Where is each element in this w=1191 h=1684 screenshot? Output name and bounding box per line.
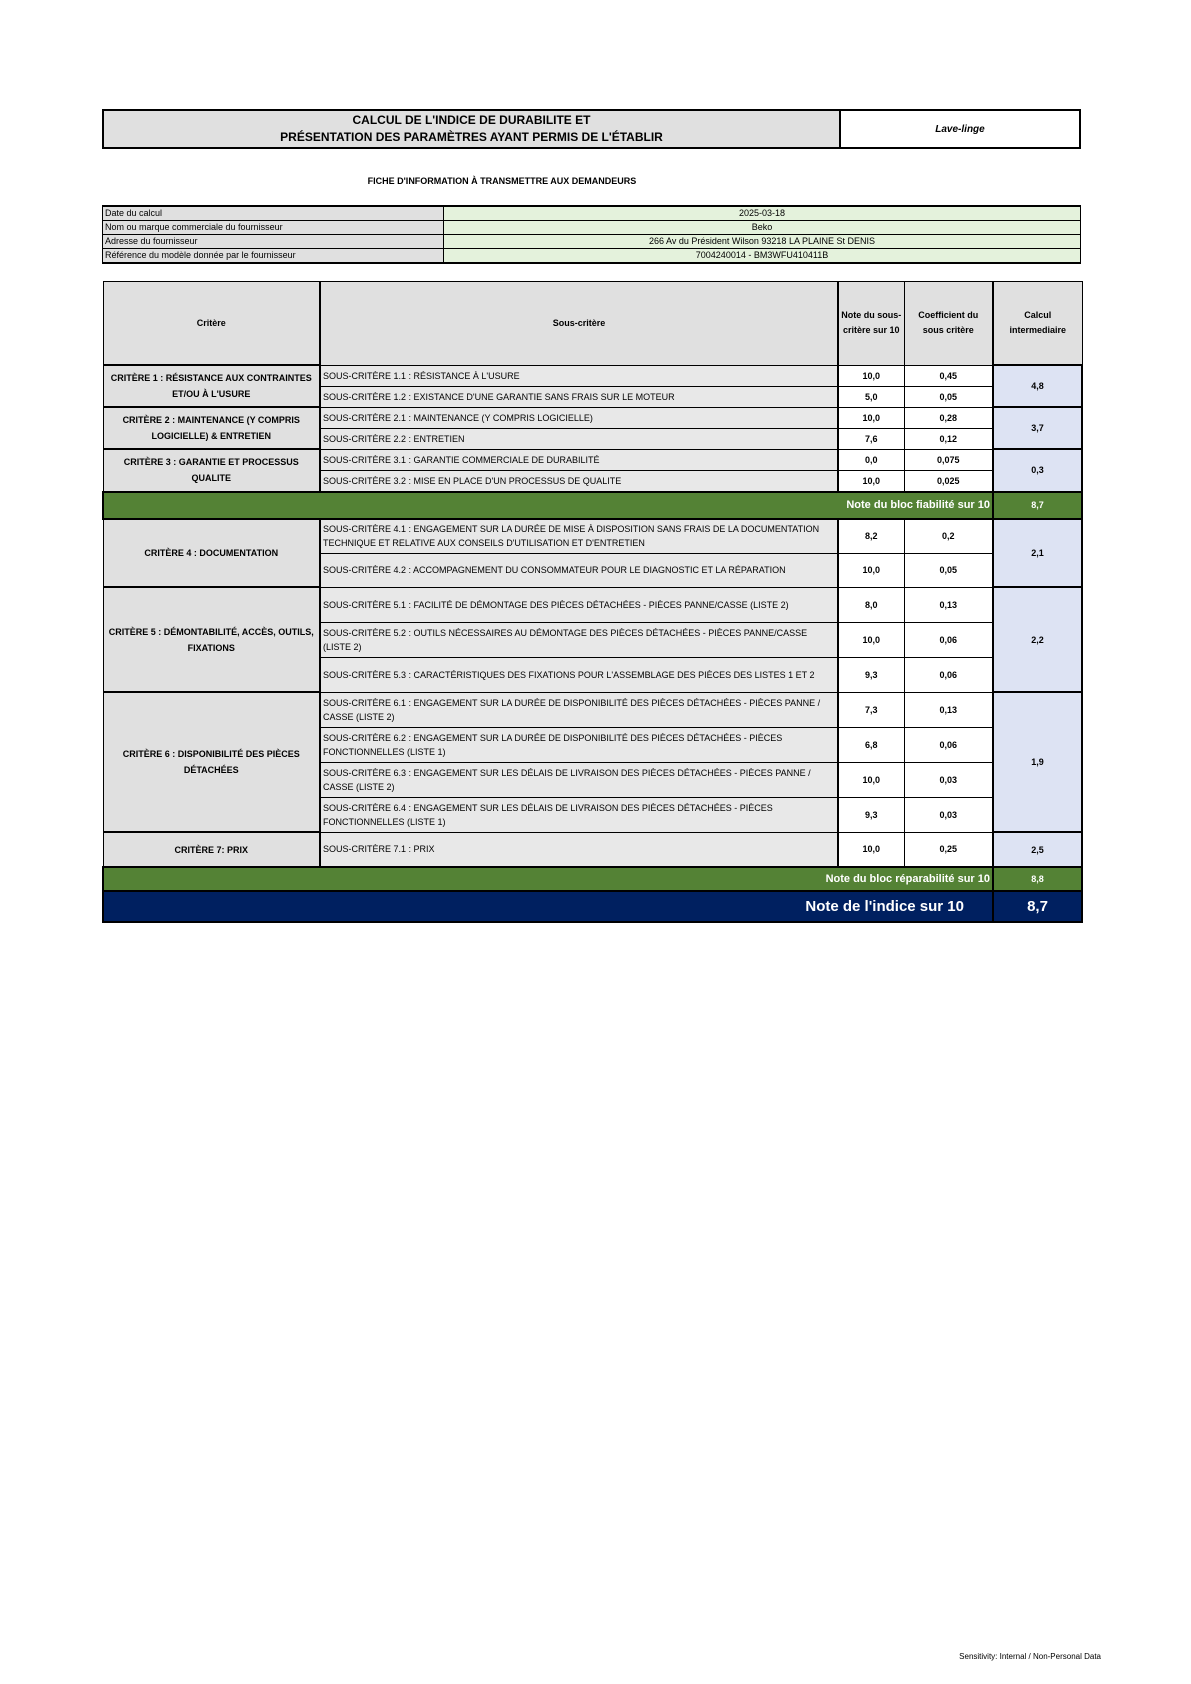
sub-critere-coef: 0,05 (904, 386, 993, 407)
sub-critere-coef: 0,06 (904, 727, 993, 762)
sub-critere-note: 7,3 (838, 692, 904, 727)
critere-7-name: CRITÈRE 7: PRIX (103, 832, 320, 867)
table-header-row (103, 282, 1082, 366)
info-row (103, 249, 1081, 264)
product-type: Lave-linge (935, 123, 985, 135)
table-row (103, 832, 1082, 867)
sub-critere-label: SOUS-CRITÈRE 5.3 : CARACTÉRISTIQUES DES FIXATIONS POUR L'ASSEMBLAGE DES PIÈCES DES LISTES 1 ET 2 (320, 657, 838, 692)
table-row (103, 407, 1082, 428)
sub-critere-note: 8,0 (838, 587, 904, 622)
critere-3-calc: 0,3 (993, 449, 1082, 492)
info-row (103, 221, 1081, 235)
sub-critere-coef: 0,25 (904, 832, 993, 867)
sub-critere-note: 10,0 (838, 365, 904, 386)
table-row (103, 519, 1082, 554)
info-label: Nom ou marque commerciale du fournisseur (103, 221, 444, 235)
sub-critere-label: SOUS-CRITÈRE 6.2 : ENGAGEMENT SUR LA DURÉE DE DISPONIBILITÉ DES PIÈCES DÉTACHÉES - PIÈCES FONCTIONNELLES (LISTE 1) (320, 727, 838, 762)
sub-critere-label: SOUS-CRITÈRE 6.4 : ENGAGEMENT SUR LES DÉLAIS DE LIVRAISON DES PIÈCES DÉTACHÉES - PIÈCES FONCTIONNELLES (LISTE 1) (320, 797, 838, 832)
critere-5-calc: 2,2 (993, 587, 1082, 692)
info-label: Référence du modèle donnée par le fournisseur (103, 249, 444, 264)
table-row (103, 692, 1082, 727)
reparabilite-row (103, 867, 1082, 891)
sub-critere-coef: 0,13 (904, 692, 993, 727)
durability-table (102, 281, 1083, 923)
sub-critere-note: 10,0 (838, 553, 904, 587)
document-title (104, 111, 841, 147)
sub-critere-label: SOUS-CRITÈRE 6.1 : ENGAGEMENT SUR LA DURÉE DE DISPONIBILITÉ DES PIÈCES DÉTACHÉES - PIÈCES PANNE / CASSE (LISTE 2) (320, 692, 838, 727)
title-line-2: PRÉSENTATION DES PARAMÈTRES AYANT PERMIS DE L'ÉTABLIR (280, 130, 663, 144)
title-box (102, 109, 1081, 149)
critere-7-calc: 2,5 (993, 832, 1082, 867)
sub-critere-coef: 0,05 (904, 553, 993, 587)
info-label: Date du calcul (103, 206, 444, 221)
sub-critere-note: 10,0 (838, 470, 904, 492)
reparabilite-value: 8,8 (993, 867, 1082, 891)
sub-critere-note: 9,3 (838, 797, 904, 832)
sub-critere-note: 8,2 (838, 519, 904, 554)
sub-critere-note: 6,8 (838, 727, 904, 762)
sub-critere-coef: 0,13 (904, 587, 993, 622)
sub-critere-coef: 0,025 (904, 470, 993, 492)
sub-critere-label: SOUS-CRITÈRE 6.3 : ENGAGEMENT SUR LES DÉLAIS DE LIVRAISON DES PIÈCES DÉTACHÉES - PIÈCES PANNE / CASSE (LISTE 2) (320, 762, 838, 797)
subheading: FICHE D'INFORMATION À TRANSMETTRE AUX DEMANDEURS (367, 176, 637, 186)
critere-6-calc: 1,9 (993, 692, 1082, 832)
info-label: Adresse du fournisseur (103, 235, 444, 249)
sub-critere-coef: 0,45 (904, 365, 993, 386)
table-row (103, 365, 1082, 386)
sub-critere-label: SOUS-CRITÈRE 2.1 : MAINTENANCE (Y COMPRIS LOGICIELLE) (320, 407, 838, 428)
col-header-critere: Critère (103, 282, 320, 366)
col-header-sous-critere: Sous-critère (320, 282, 838, 366)
fiabilite-label: Note du bloc fiabilité sur 10 (103, 492, 993, 519)
sub-critere-coef: 0,28 (904, 407, 993, 428)
fiabilite-value: 8,7 (993, 492, 1082, 519)
critere-6-name: CRITÈRE 6 : DISPONIBILITÉ DES PIÈCES DÉTACHÉES (103, 692, 320, 832)
critere-2-calc: 3,7 (993, 407, 1082, 449)
info-row (103, 206, 1081, 221)
indice-label: Note de l'indice sur 10 (103, 891, 993, 922)
fiabilite-row (103, 492, 1082, 519)
reparabilite-label: Note du bloc réparabilité sur 10 (103, 867, 993, 891)
col-header-note: Note du sous-critère sur 10 (838, 282, 904, 366)
sub-critere-label: SOUS-CRITÈRE 1.2 : EXISTANCE D'UNE GARANTIE SANS FRAIS SUR LE MOTEUR (320, 386, 838, 407)
info-value: 2025-03-18 (444, 206, 1081, 221)
indice-row (103, 891, 1082, 922)
title-line-1: CALCUL DE L'INDICE DE DURABILITE ET (352, 113, 591, 127)
sub-critere-coef: 0,06 (904, 622, 993, 657)
sub-critere-label: SOUS-CRITÈRE 1.1 : RÉSISTANCE À L'USURE (320, 365, 838, 386)
sub-critere-coef: 0,12 (904, 428, 993, 449)
col-header-calcul: Calcul intermediaire (993, 282, 1082, 366)
sub-critere-label: SOUS-CRITÈRE 4.1 : ENGAGEMENT SUR LA DURÉE DE MISE À DISPOSITION SANS FRAIS DE LA DOCUMENTATION TECHNIQUE ET RELATIVE AUX CONSEILS D'UTILISATION ET D'ENTRETIEN (320, 519, 838, 554)
critere-1-name: CRITÈRE 1 : RÉSISTANCE AUX CONTRAINTES ET/OU À L'USURE (103, 365, 320, 407)
sub-critere-label: SOUS-CRITÈRE 5.1 : FACILITÉ DE DÉMONTAGE DES PIÈCES DÉTACHÉES - PIÈCES PANNE/CASSE (LISTE 2) (320, 587, 838, 622)
info-value: Beko (444, 221, 1081, 235)
info-value: 7004240014 - BM3WFU410411B (444, 249, 1081, 264)
sub-critere-coef: 0,06 (904, 657, 993, 692)
sub-critere-note: 10,0 (838, 832, 904, 867)
table-row (103, 587, 1082, 622)
sub-critere-label: SOUS-CRITÈRE 2.2 : ENTRETIEN (320, 428, 838, 449)
sub-critere-label: SOUS-CRITÈRE 3.1 : GARANTIE COMMERCIALE DE DURABILITÉ (320, 449, 838, 470)
sub-critere-label: SOUS-CRITÈRE 7.1 : PRIX (320, 832, 838, 867)
sub-critere-note: 9,3 (838, 657, 904, 692)
sub-critere-note: 10,0 (838, 762, 904, 797)
sub-critere-note: 10,0 (838, 622, 904, 657)
col-header-coef: Coefficient du sous critère (904, 282, 993, 366)
sub-critere-note: 10,0 (838, 407, 904, 428)
table-row (103, 449, 1082, 470)
info-row (103, 235, 1081, 249)
sub-critere-coef: 0,075 (904, 449, 993, 470)
sub-critere-note: 5,0 (838, 386, 904, 407)
critere-1-calc: 4,8 (993, 365, 1082, 407)
sub-critere-note: 7,6 (838, 428, 904, 449)
sensitivity-footer: Sensitivity: Internal / Non-Personal Data (959, 1652, 1101, 1661)
info-value: 266 Av du Président Wilson 93218 LA PLAINE St DENIS (444, 235, 1081, 249)
critere-2-name: CRITÈRE 2 : MAINTENANCE (Y COMPRIS LOGICIELLE) & ENTRETIEN (103, 407, 320, 449)
sub-critere-coef: 0,03 (904, 797, 993, 832)
critere-4-name: CRITÈRE 4 : DOCUMENTATION (103, 519, 320, 588)
sub-critere-note: 0,0 (838, 449, 904, 470)
indice-value: 8,7 (993, 891, 1082, 922)
sub-critere-label: SOUS-CRITÈRE 5.2 : OUTILS NÉCESSAIRES AU DÉMONTAGE DES PIÈCES DÉTACHÉES - PIÈCES PANNE/CASSE (LISTE 2) (320, 622, 838, 657)
critere-3-name: CRITÈRE 3 : GARANTIE ET PROCESSUS QUALITE (103, 449, 320, 492)
critere-4-calc: 2,1 (993, 519, 1082, 588)
supplier-info-table (102, 205, 1081, 264)
sub-critere-label: SOUS-CRITÈRE 4.2 : ACCOMPAGNEMENT DU CONSOMMATEUR POUR LE DIAGNOSTIC ET LA RÉPARATION (320, 553, 838, 587)
sub-critere-label: SOUS-CRITÈRE 3.2 : MISE EN PLACE D'UN PROCESSUS DE QUALITE (320, 470, 838, 492)
sub-critere-coef: 0,03 (904, 762, 993, 797)
sub-critere-coef: 0,2 (904, 519, 993, 554)
critere-5-name: CRITÈRE 5 : DÉMONTABILITÉ, ACCÈS, OUTILS, FIXATIONS (103, 587, 320, 692)
